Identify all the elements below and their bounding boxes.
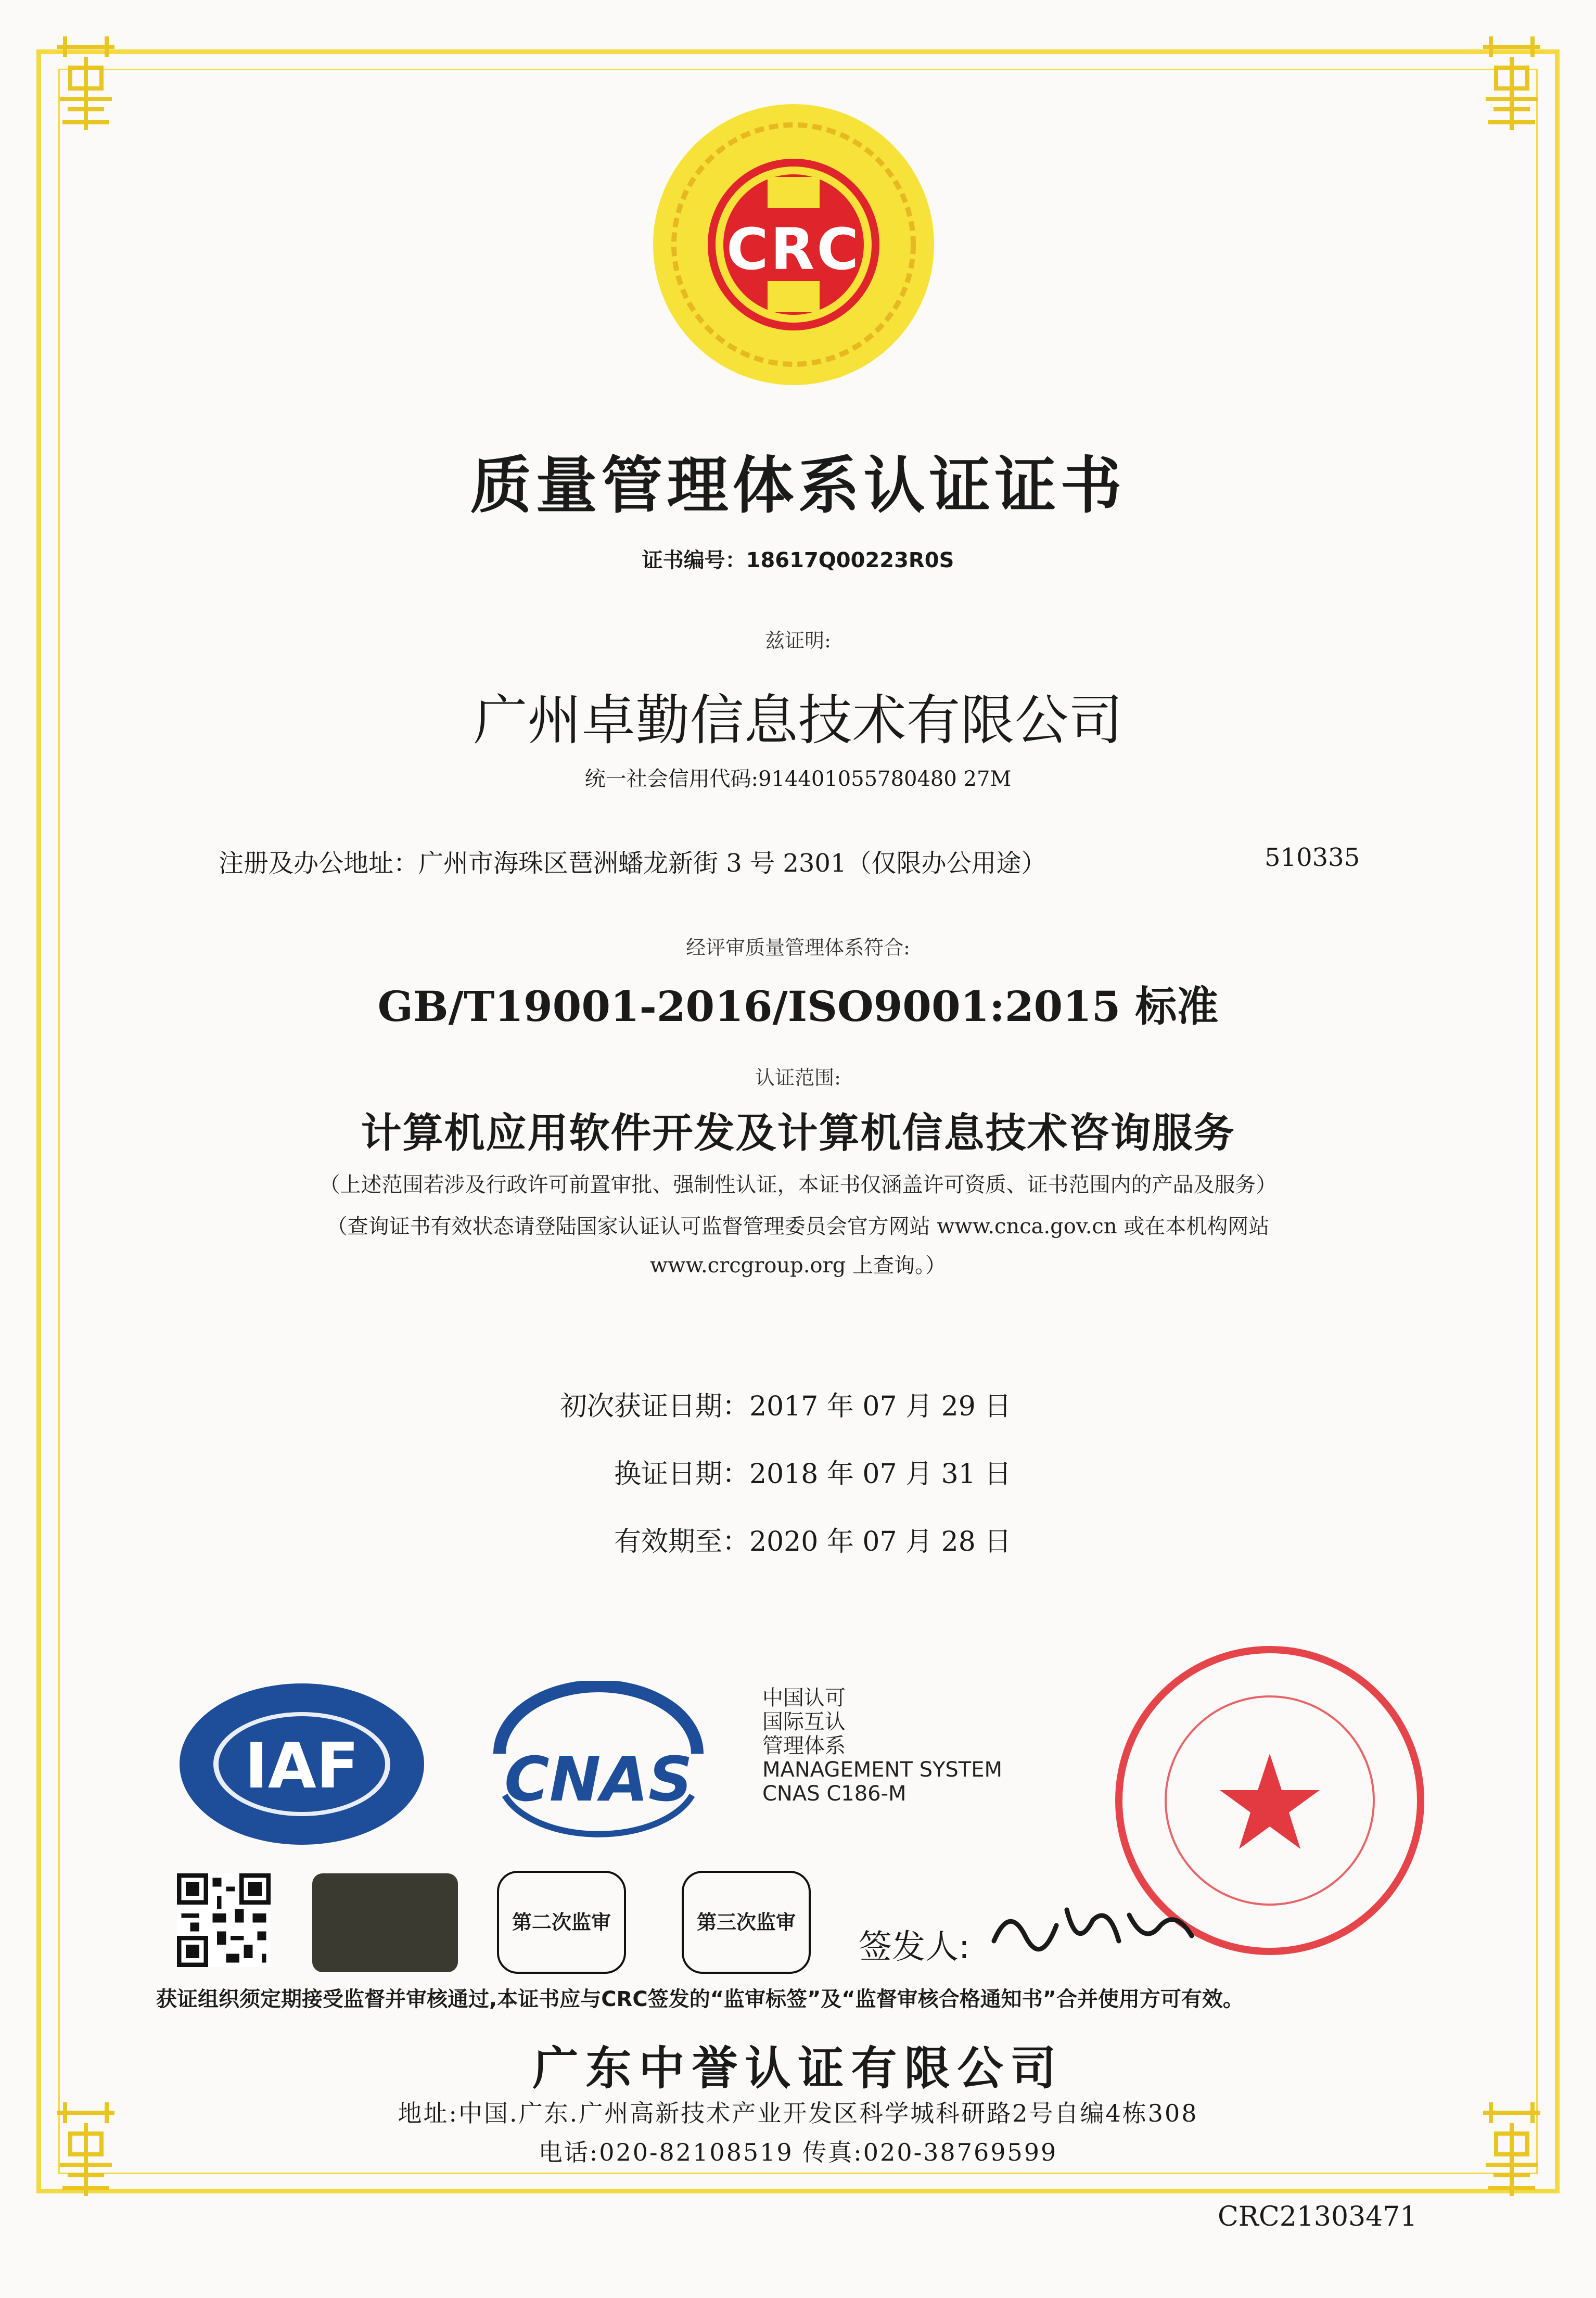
certificate-title: 质量管理体系认证证书: [470, 450, 1126, 521]
standard: GB/T19001-2016/ISO9001:2015 标准: [377, 982, 1219, 1031]
credit-code-value: 914401055780480 27M: [758, 767, 1012, 791]
issuer-address: 地址:中国.广东.广州高新技术产业开发区科学城科研路2号自编4栋308: [398, 2099, 1198, 2127]
certificate-number-value: 18617Q00223R0S: [746, 548, 954, 572]
verification-note: （查询证书有效状态请登陆国家认证认可监督管理委员会官方网站 www.cnca.gov.cn 或在本机构网站: [326, 1215, 1270, 1239]
corner-ornament-icon: [1473, 26, 1551, 141]
issuer-phone-fax: 电话:020-82108519 传真:020-38769599: [538, 2138, 1058, 2166]
cnas-logo: [484, 1681, 713, 1853]
expiry-date-value: 2020 年 07 月 28 日: [749, 1526, 1012, 1557]
third-surveillance-box: 第三次监审: [682, 1871, 811, 1974]
certificate-serial: CRC21303471: [1218, 2201, 1418, 2232]
cnas-line: 中国认可: [762, 1686, 846, 1710]
expiry-date-label: 有效期至：: [614, 1526, 749, 1557]
cnas-line: 管理体系: [762, 1734, 846, 1758]
address-value: 广州市海珠区琶洲蟠龙新街 3 号 2301（仅限办公用途）: [418, 849, 1046, 878]
hologram-label: [312, 1873, 458, 1972]
cnas-line: CNAS C186-M: [762, 1782, 906, 1806]
cnas-accreditation-text: [762, 1686, 1002, 1806]
cnas-logo-text: CNAS: [504, 1743, 693, 1815]
renewal-date-label: 换证日期：: [614, 1459, 749, 1490]
crc-logo-text: CRC: [726, 216, 861, 283]
iaf-logo-text: IAF: [245, 1730, 359, 1803]
renewal-date-value: 2018 年 07 月 31 日: [749, 1459, 1012, 1490]
address-label: 注册及办公地址：: [219, 849, 419, 878]
qr-code: [177, 1873, 271, 1967]
postcode: 510335: [1265, 843, 1360, 872]
verification-note-2: www.crcgroup.org 上查询。）: [649, 1254, 947, 1278]
hereby-label: 兹证明:: [765, 629, 831, 652]
signer-label: 签发人:: [859, 1928, 970, 1967]
crc-logo: [648, 99, 939, 390]
scope-note: （上述范围若涉及行政许可前置审批、强制性认证，本证书仅涵盖许可资质、证书范围内的产品及服务）: [319, 1173, 1277, 1197]
corner-ornament-icon: [47, 26, 125, 141]
expiry-date: [546, 1520, 1275, 1559]
first-issue-date-value: 2017 年 07 月 29 日: [749, 1391, 1012, 1422]
credit-code-label: 统一社会信用代码:: [584, 767, 759, 791]
certificate-number-label: 证书编号：: [642, 548, 746, 572]
credit-code: [0, 762, 1596, 792]
conform-label: 经评审质量管理体系符合:: [686, 936, 910, 959]
second-surveillance-box: 第二次监审: [497, 1871, 626, 1974]
renewal-date: [546, 1452, 1275, 1491]
signature: [989, 1894, 1197, 1967]
cnas-line: MANAGEMENT SYSTEM: [762, 1758, 1003, 1782]
company-name: 广州卓勤信息技术有限公司: [473, 688, 1123, 752]
scope-label: 认证范围:: [755, 1066, 841, 1089]
issuer-name: 广东中誉认证有限公司: [532, 2041, 1064, 2095]
registered-address: [219, 843, 1415, 879]
iaf-logo: [177, 1681, 427, 1847]
validity-requirement: 获证组织须定期接受监督并审核通过,本证书应与CRC签发的“监审标签”及“监督审核合格通知书”合并使用方可有效。: [156, 1987, 1244, 2011]
first-issue-date-label: 初次获证日期：: [559, 1391, 749, 1422]
certificate-number: [0, 544, 1596, 573]
first-issue-date: [546, 1384, 1275, 1423]
cnas-line: 国际互认: [762, 1710, 846, 1734]
certification-scope: 计算机应用软件开发及计算机信息技术咨询服务: [361, 1110, 1235, 1157]
